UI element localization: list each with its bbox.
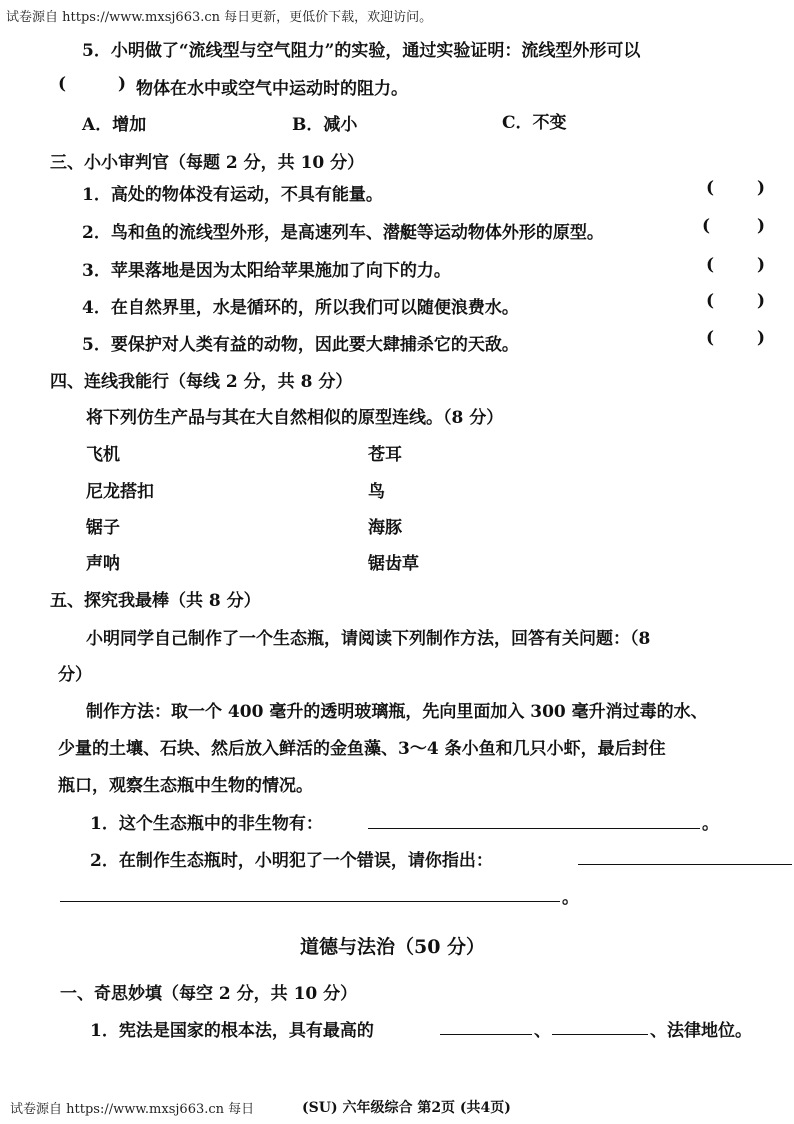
q5-paren-open: ( [58,74,67,94]
match-left-2: 尼龙搭扣 [86,482,154,502]
match-right-2: 鸟 [368,482,385,502]
s3-paren-close-4: ) [757,291,766,311]
q5-line2: 物体在水中或空气中运动时的阻力。 [136,79,408,99]
footer-page-info: (SU) 六年级综合 第2页 (共4页) [302,1100,511,1116]
s5-q1-end: 。 [702,814,719,834]
s5-q1-answer-blank[interactable] [368,828,700,829]
s5-q2-answer-blank-2[interactable] [60,901,560,902]
match-right-3: 海豚 [368,518,402,538]
s3-paren-open-3: ( [706,255,715,275]
q5-paren-close: ) [118,74,127,94]
section4-title: 四、连线我能行（每线 2 分，共 8 分） [50,372,353,392]
s5-intro-line1: 小明同学自己制作了一个生态瓶，请阅读下列制作方法，回答有关问题：（8 [86,629,651,649]
s3-paren-close-2: ) [757,216,766,236]
s3-paren-open-1: ( [706,178,715,198]
s3-item-5: 5．要保护对人类有益的动物，因此要大肆捕杀它的天敌。 [82,335,519,355]
s5-q2: 2．在制作生态瓶时，小明犯了一个错误，请你指出： [90,851,493,871]
s5-intro-line2: 分） [58,665,92,685]
section4-instruction: 将下列仿生产品与其在大自然相似的原型连线。（8 分） [86,408,504,428]
s3-item-4: 4．在自然界里，水是循环的，所以我们可以随便浪费水。 [82,298,519,318]
s3-item-3: 3．苹果落地是因为太阳给苹果施加了向下的力。 [82,261,451,281]
s3-paren-open-4: ( [706,291,715,311]
s5-method-line1: 制作方法：取一个 400 毫升的透明玻璃瓶，先向里面加入 300 毫升消过毒的水、 [86,702,708,722]
part2-title: 道德与法治（50 分） [300,936,486,958]
s3-paren-open-5: ( [706,328,715,348]
part2-section1-title: 一、奇思妙填（每空 2 分，共 10 分） [60,984,358,1004]
p2-q1-blank-1[interactable] [440,1034,532,1035]
match-left-4: 声呐 [86,554,120,574]
s3-paren-open-2: ( [702,216,711,236]
section3-title: 三、小小审判官（每题 2 分，共 10 分） [50,153,365,173]
s3-item-1: 1．高处的物体没有运动，不具有能量。 [82,185,383,205]
s5-method-line3: 瓶口，观察生态瓶中生物的情况。 [58,776,313,796]
match-right-4: 锯齿草 [368,554,419,574]
header-watermark: 试卷源自 https://www.mxsj663.cn 每日更新，更低价下载，欢迎访问。 [6,10,433,25]
p2-q1-start: 1．宪法是国家的根本法，具有最高的 [90,1021,374,1041]
section5-title: 五、探究我最棒（共 8 分） [50,591,261,611]
s5-q2-answer-blank-1[interactable] [578,864,792,865]
q5-option-c: C．不变 [502,113,567,133]
q5-option-b: B．减小 [292,115,358,135]
match-left-1: 飞机 [86,445,120,465]
p2-q1-end: 、法律地位。 [650,1021,752,1041]
s5-q2-end: 。 [562,888,579,908]
s5-q1: 1．这个生态瓶中的非生物有： [90,814,323,834]
s3-paren-close-5: ) [757,328,766,348]
match-left-3: 锯子 [86,518,120,538]
s3-paren-close-3: ) [757,255,766,275]
s3-paren-close-1: ) [757,178,766,198]
match-right-1: 苍耳 [368,445,402,465]
q5-line1: 5．小明做了“流线型与空气阻力”的实验，通过实验证明：流线型外形可以 [82,41,641,61]
s3-item-2: 2．鸟和鱼的流线型外形，是高速列车、潜艇等运动物体外形的原型。 [82,223,604,243]
p2-q1-blank-2[interactable] [552,1034,648,1035]
s5-method-line2: 少量的土壤、石块、然后放入鲜活的金鱼藻、3～4 条小鱼和几只小虾，最后封住 [58,739,666,759]
footer-source: 试卷源自 https://www.mxsj663.cn 每日 [10,1102,255,1117]
p2-q1-sep: 、 [534,1021,551,1041]
q5-option-a: A．增加 [82,115,147,135]
